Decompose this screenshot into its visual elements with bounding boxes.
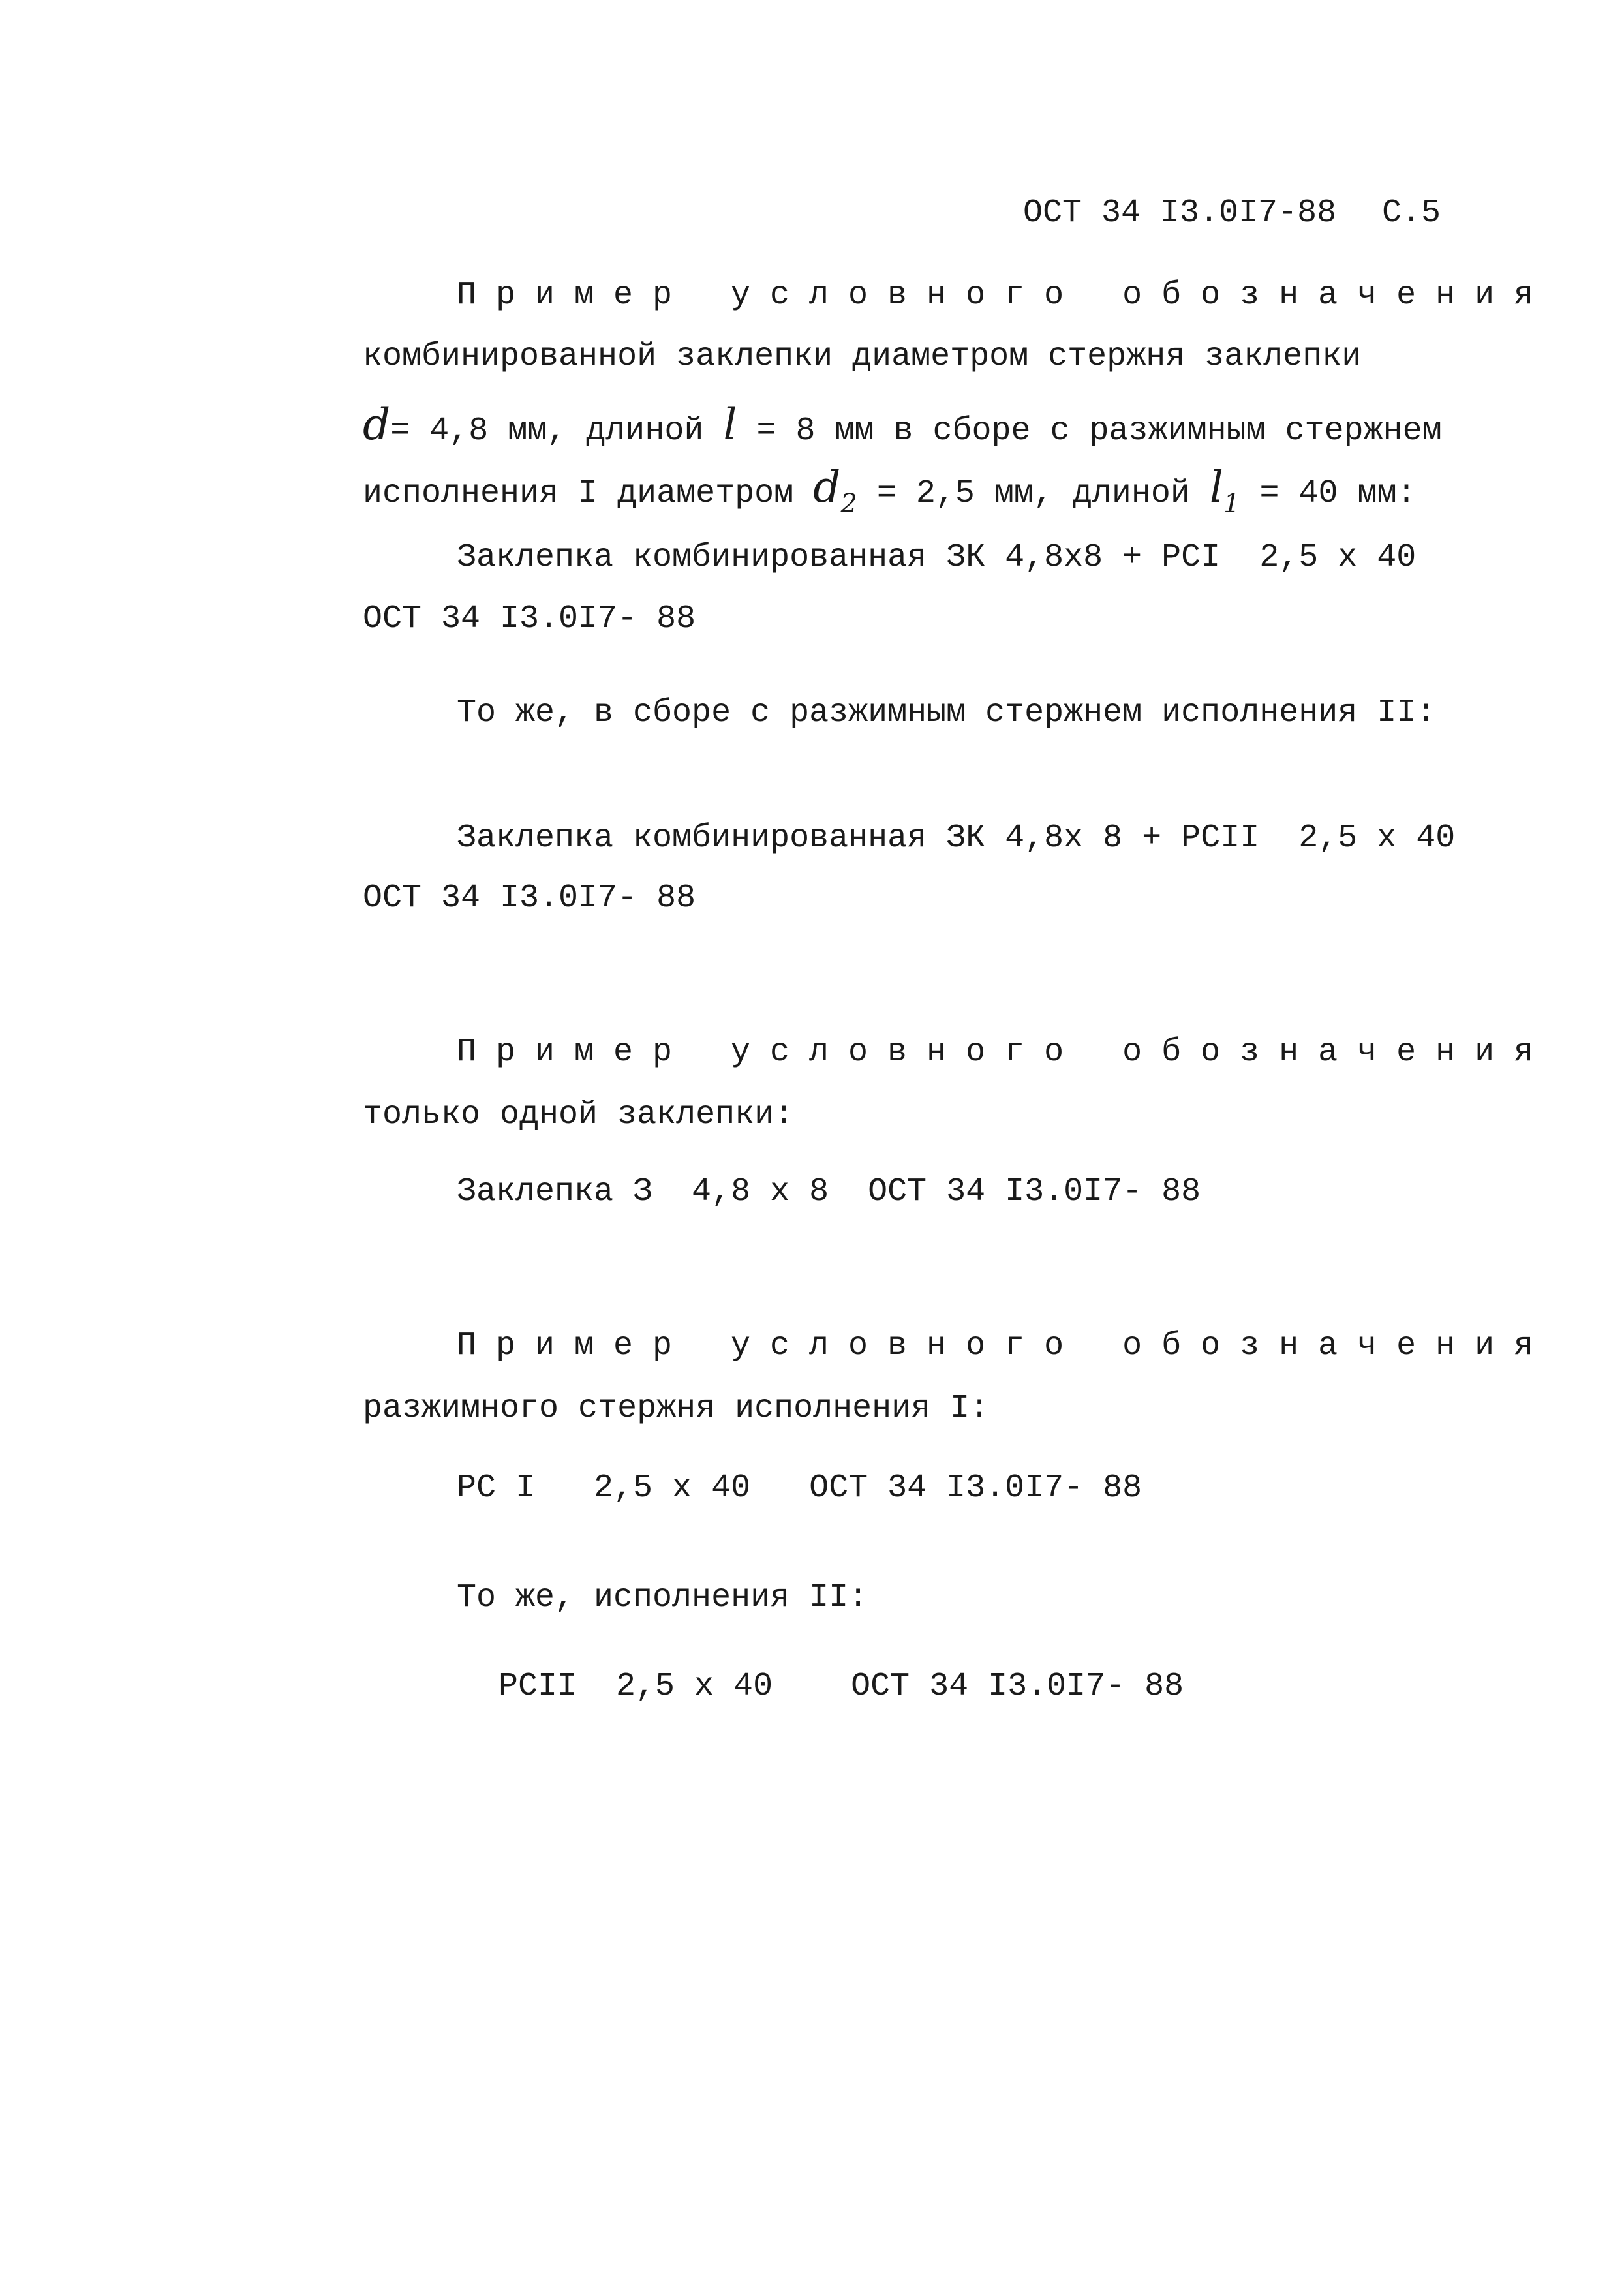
section3-line1: разжимного стержня исполнения I: (363, 1390, 990, 1427)
page-number: С.5 (1382, 194, 1441, 232)
section1-line1: комбинированной заклепки диаметром стержня заклепки (363, 338, 1362, 375)
example2-line1: Заклепка комбинированная ЗК 4,8х 8 + РСII 2,5 х 40 (457, 820, 1456, 857)
example1-line1: Заклепка комбинированная ЗК 4,8х8 + РСI 2,5 х 40 (457, 539, 1417, 576)
section1-line2-b: = 8 мм в сборе с разжимным стержнем (737, 412, 1442, 450)
document-code: ОСТ 34 I3.0I7-88 (1023, 194, 1337, 232)
example2-line2: ОСТ 34 I3.0I7- 88 (363, 880, 696, 917)
section1-heading: Пример условного обозначения (457, 277, 1554, 314)
example5: РСII 2,5 х 40 ОСТ 34 I3.0I7- 88 (498, 1668, 1184, 1705)
section1-line2 (363, 399, 1442, 450)
section1-line3-b: = 2,5 мм, длиной (857, 475, 1210, 512)
section2-heading: Пример условного обозначения (457, 1034, 1554, 1071)
example4: РС I 2,5 х 40 ОСТ 34 I3.0I7- 88 (457, 1470, 1142, 1507)
section1-line3-c: = 40 мм: (1240, 475, 1417, 512)
section2-line1: только одной заклепки: (363, 1096, 794, 1133)
section3-heading: Пример условного обозначения (457, 1327, 1554, 1364)
symbol-d: d (363, 399, 391, 450)
symbol-l: l (723, 399, 737, 450)
subscript-1: 1 (1223, 489, 1240, 519)
symbol-l1: l (1209, 462, 1224, 512)
same-variant-text-2: То же, исполнения II: (457, 1579, 868, 1616)
example1-line2: ОСТ 34 I3.0I7- 88 (363, 600, 696, 638)
section1-line3 (363, 462, 1417, 519)
example3: Заклепка З 4,8 х 8 ОСТ 34 I3.0I7- 88 (457, 1173, 1201, 1210)
symbol-d2: d (813, 462, 841, 512)
section1-line3-a: исполнения I диаметром (363, 475, 814, 512)
subscript-2: 2 (840, 489, 857, 519)
same-variant-text-1: То же, в сборе с разжимным стержнем исполнения II: (457, 694, 1436, 731)
section1-line2-a: = 4,8 мм, длиной (390, 412, 724, 450)
